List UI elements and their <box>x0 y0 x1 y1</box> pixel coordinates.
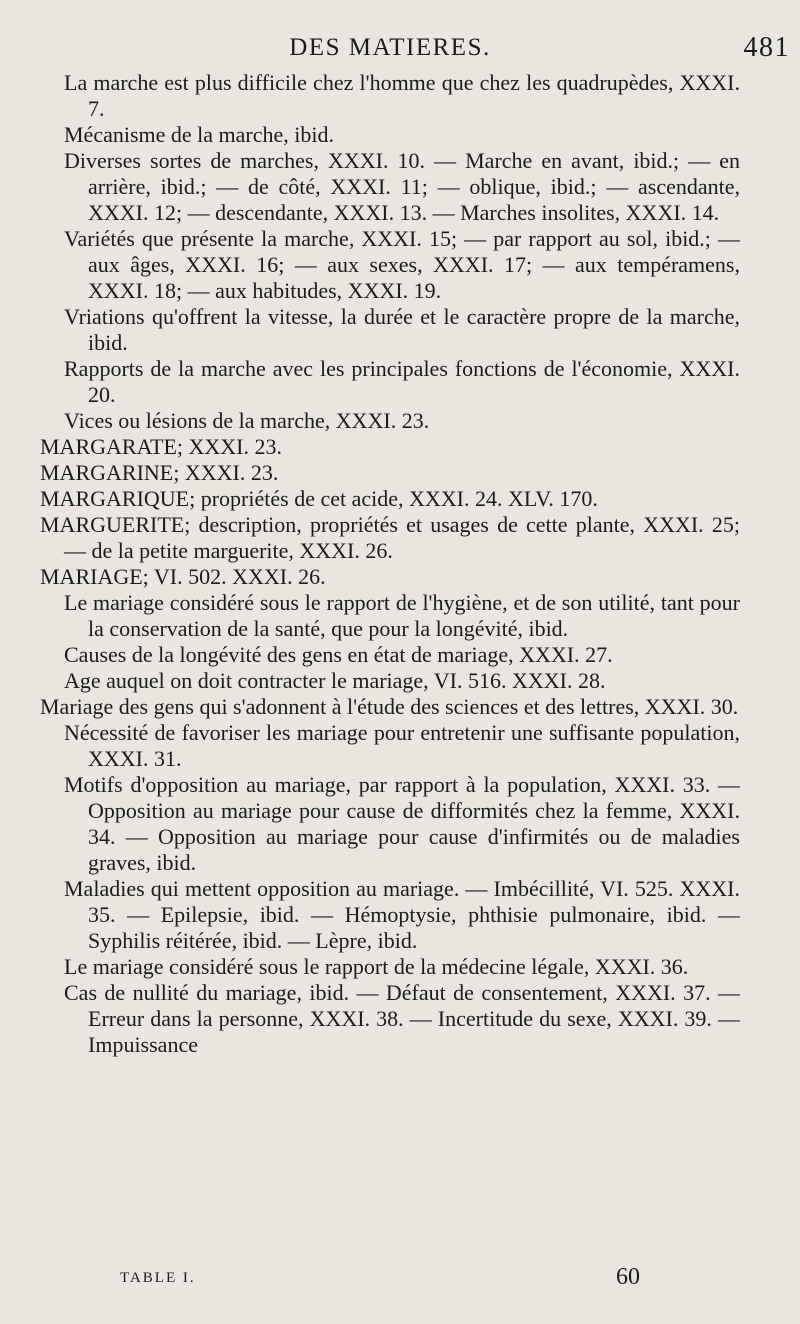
index-entry: Le mariage considéré sous le rapport de l'hygiène, et de son utilité, tant pour la conservation de la santé, que pour la longévité, ibid. <box>64 590 740 641</box>
header-title: DES MATIERES. <box>289 34 491 61</box>
index-entry: Vices ou lésions de la marche, XXXI. 23. <box>64 408 430 433</box>
running-header <box>40 28 790 68</box>
signature-mark: TABLE I. <box>120 1270 196 1286</box>
sheet-number: 60 <box>616 1264 640 1290</box>
index-entry: MARGARIQUE; propriétés de cet acide, XXXI. 24. XLV. 170. <box>40 486 598 511</box>
index-entry: Nécessité de favoriser les mariage pour entretenir une suffisante population, XXXI. 31. <box>64 720 740 771</box>
page-footer <box>120 1264 760 1298</box>
page-number: 481 <box>743 32 790 63</box>
index-entry: La marche est plus difficile chez l'homme que chez les quadrupèdes, XXXI. 7. <box>64 70 740 121</box>
index-entry: Mariage des gens qui s'adonnent à l'étude des sciences et des lettres, XXXI. 30. <box>40 694 739 719</box>
index-entry: Motifs d'opposition au mariage, par rapport à la population, XXXI. 33. — Opposition au mariage pour cause de difformités chez la femme, XXXI. 34. — Opposition au mariage pour cause d'infirmités ou de maladies graves, ibid. <box>64 772 740 875</box>
index-entry: Causes de la longévité des gens en état de mariage, XXXI. 27. <box>64 642 613 667</box>
index-entry: Cas de nullité du mariage, ibid. — Défaut de consentement, XXXI. 37. — Erreur dans la personne, XXXI. 38. — Incertitude du sexe, XXXI. 39. — Impuissance <box>64 980 740 1057</box>
index-entry: Diverses sortes de marches, XXXI. 10. — Marche en avant, ibid.; — en arrière, ibid.; — de côté, XXXI. 11; — oblique, ibid.; — ascendante, XXXI. 12; — descendante, XXXI. 13. — Marches insolites, XXXI. 14. <box>64 148 740 225</box>
index-entry: Age auquel on doit contracter le mariage, VI. 516. XXXI. 28. <box>64 668 606 693</box>
index-entries <box>40 70 740 1058</box>
index-entry: Variétés que présente la marche, XXXI. 15; — par rapport au sol, ibid.; — aux âges, XXXI. 16; — aux sexes, XXXI. 17; — aux tempéramens, XXXI. 18; — aux habitudes, XXXI. 19. <box>64 226 740 303</box>
index-entry: MARGARINE; XXXI. 23. <box>40 460 279 485</box>
index-entry: Rapports de la marche avec les principales fonctions de l'économie, XXXI. 20. <box>64 356 740 407</box>
index-entry: Vriations qu'offrent la vitesse, la durée et le caractère propre de la marche, ibid. <box>64 304 740 355</box>
index-entry: MARIAGE; VI. 502. XXXI. 26. <box>40 564 326 589</box>
index-entry: Mécanisme de la marche, ibid. <box>64 122 335 147</box>
index-entry: Le mariage considéré sous le rapport de la médecine légale, XXXI. 36. <box>64 954 689 979</box>
index-entry: Maladies qui mettent opposition au mariage. — Imbécillité, VI. 525. XXXI. 35. — Epilepsie, ibid. — Hémoptysie, phthisie pulmonaire, ibid. — Syphilis réitérée, ibid. — Lèpre, ibid. <box>64 876 740 953</box>
index-entry: MARGUERITE; description, propriétés et usages de cette plante, XXXI. 25; — de la petite marguerite, XXXI. 26. <box>40 512 740 563</box>
index-entry: MARGARATE; XXXI. 23. <box>40 434 282 459</box>
